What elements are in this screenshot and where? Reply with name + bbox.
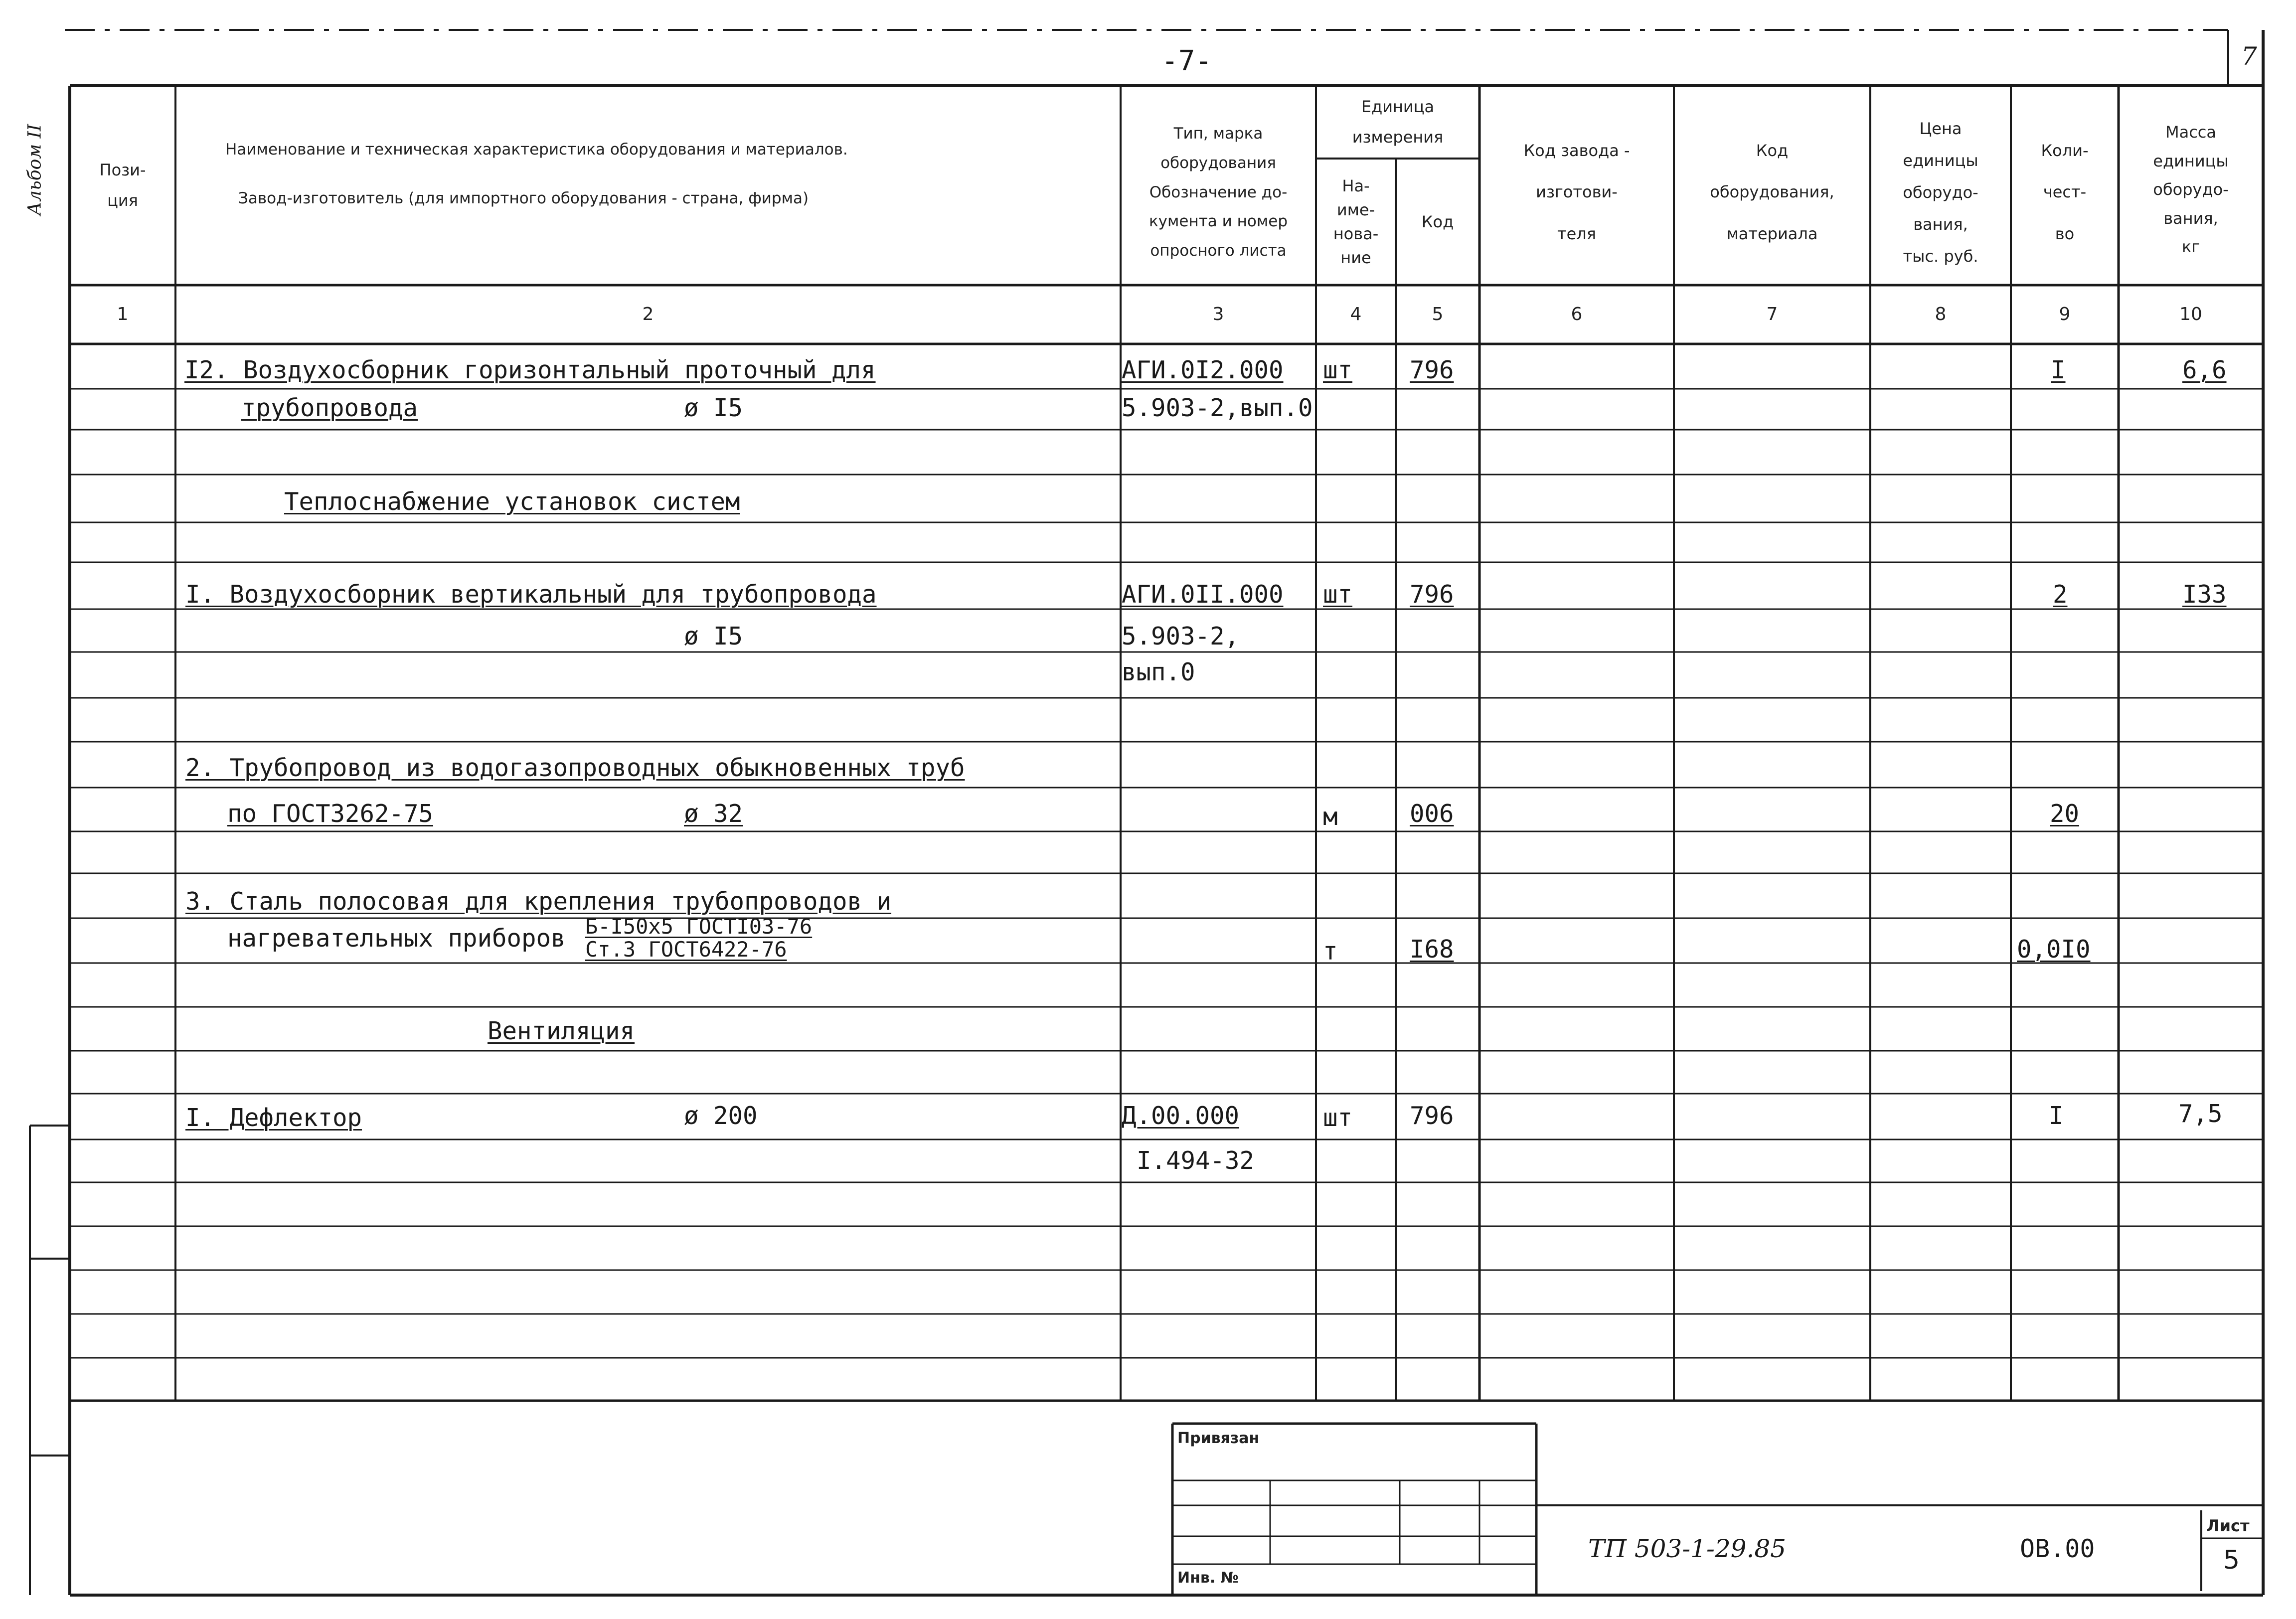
- row-item-diameter: ø I5: [684, 394, 743, 422]
- row-quantity: I: [2049, 1102, 2064, 1130]
- column-number: 3: [1212, 304, 1224, 324]
- row-item-fraction-bottom: Ст.3 ГОСТ6422-76: [585, 937, 787, 962]
- row-quantity: 2: [2053, 580, 2068, 609]
- header-unit: Единица измерения: [1352, 97, 1444, 147]
- row-item-name: I. Дефлектор: [185, 1104, 362, 1132]
- section-title: Теплоснабжение установок систем: [284, 487, 740, 516]
- row-item-fraction-top: Б-I50х5 ГОСТI03-76: [585, 914, 813, 939]
- header-position: Пози- ция: [99, 161, 146, 210]
- stamp-doc-code: ТП 503-1-29.85: [1588, 1534, 1787, 1563]
- row-unit-code: 796: [1410, 580, 1454, 609]
- column-number: 7: [1766, 304, 1778, 324]
- row-unit: шт: [1323, 580, 1353, 609]
- header-unit-code: Код: [1421, 212, 1454, 231]
- header-equipment-code: Код оборудования, материала: [1710, 141, 1834, 243]
- row-doc-code: I.494-32: [1137, 1146, 1255, 1175]
- column-number: 2: [642, 304, 654, 324]
- row-item-name: нагревательных приборов: [227, 924, 566, 953]
- header-price: Цена единицы оборудо- вания, тыс. руб.: [1903, 119, 1978, 266]
- row-item-name: 2. Трубопровод из водогазопроводных обыкновенных труб: [185, 754, 965, 782]
- header-unit-name: На- име- нова- ние: [1333, 176, 1379, 267]
- header-mass: Масса единицы оборудо- вания, кг: [2153, 123, 2229, 257]
- column-number: 4: [1350, 304, 1362, 324]
- stamp-sheet-number: 5: [2223, 1545, 2240, 1575]
- row-doc-code: АГИ.0II.000: [1122, 580, 1284, 609]
- stamp-inv-label: Инв. №: [1177, 1569, 1239, 1587]
- column-number: 8: [1935, 304, 1947, 324]
- row-doc-code: 5.903-2,вып.0: [1122, 394, 1313, 422]
- row-doc-code: 5.903-2,: [1122, 622, 1240, 650]
- row-unit: шт: [1323, 1104, 1353, 1132]
- column-number: 1: [117, 304, 129, 324]
- row-item-name: по ГОСТ3262-75: [227, 800, 434, 828]
- row-unit-code: 796: [1410, 1102, 1454, 1130]
- row-item-name: I. Воздухосборник вертикальный для трубопровода: [185, 580, 877, 609]
- row-unit-code: I68: [1410, 935, 1454, 964]
- row-item-name: I2. Воздухосборник горизонтальный проточный для: [184, 356, 876, 384]
- row-item-diameter: ø 200: [684, 1102, 758, 1130]
- stamp-section-code: ОВ.00: [2020, 1534, 2095, 1563]
- column-number: 9: [2059, 304, 2071, 324]
- row-unit: шт: [1323, 356, 1353, 384]
- row-mass: I33: [2182, 580, 2227, 609]
- header-factory-code: Код завода - изготови- теля: [1523, 141, 1630, 243]
- column-number: 6: [1571, 304, 1583, 324]
- header-name-line2: Завод-изготовитель (для импортного оборудования - страна, фирма): [238, 189, 809, 207]
- row-unit-code: 796: [1410, 356, 1454, 384]
- stamp-bound-label: Привязан: [1177, 1430, 1260, 1447]
- row-item-name: трубопровода: [241, 394, 418, 422]
- section-title: Вентиляция: [488, 1017, 635, 1045]
- top-page-number: -7-: [1161, 45, 1212, 77]
- row-quantity: I: [2051, 356, 2066, 384]
- row-quantity: 20: [2050, 800, 2080, 828]
- side-label: Альбом II: [24, 124, 45, 216]
- row-doc-code: АГИ.0I2.000: [1122, 356, 1284, 384]
- column-number: 10: [2179, 304, 2202, 324]
- row-item-diameter: ø 32: [684, 800, 743, 828]
- row-item-diameter: ø I5: [684, 622, 743, 650]
- corner-number: 7: [2241, 42, 2257, 71]
- header-name-line1: Наименование и техническая характеристика оборудования и материалов.: [225, 141, 848, 159]
- row-item-name: 3. Сталь полосовая для крепления трубопроводов и: [185, 887, 892, 916]
- row-doc-code: Д.00.000: [1122, 1102, 1240, 1130]
- stamp-sheet-label: Лист: [2206, 1516, 2250, 1535]
- row-unit: м: [1323, 803, 1338, 831]
- row-doc-code: вып.0: [1122, 658, 1195, 686]
- row-mass: 6,6: [2182, 356, 2227, 384]
- row-unit: т: [1323, 937, 1338, 966]
- column-number: 5: [1432, 304, 1444, 324]
- row-unit-code: 006: [1410, 800, 1454, 828]
- row-quantity: 0,0I0: [2017, 935, 2091, 964]
- header-quantity: Коли- чест- во: [2041, 141, 2089, 243]
- header-type: Тип, марка оборудования Обозначение до- кумента и номер опросного листа: [1148, 124, 1288, 260]
- row-mass: 7,5: [2178, 1100, 2223, 1128]
